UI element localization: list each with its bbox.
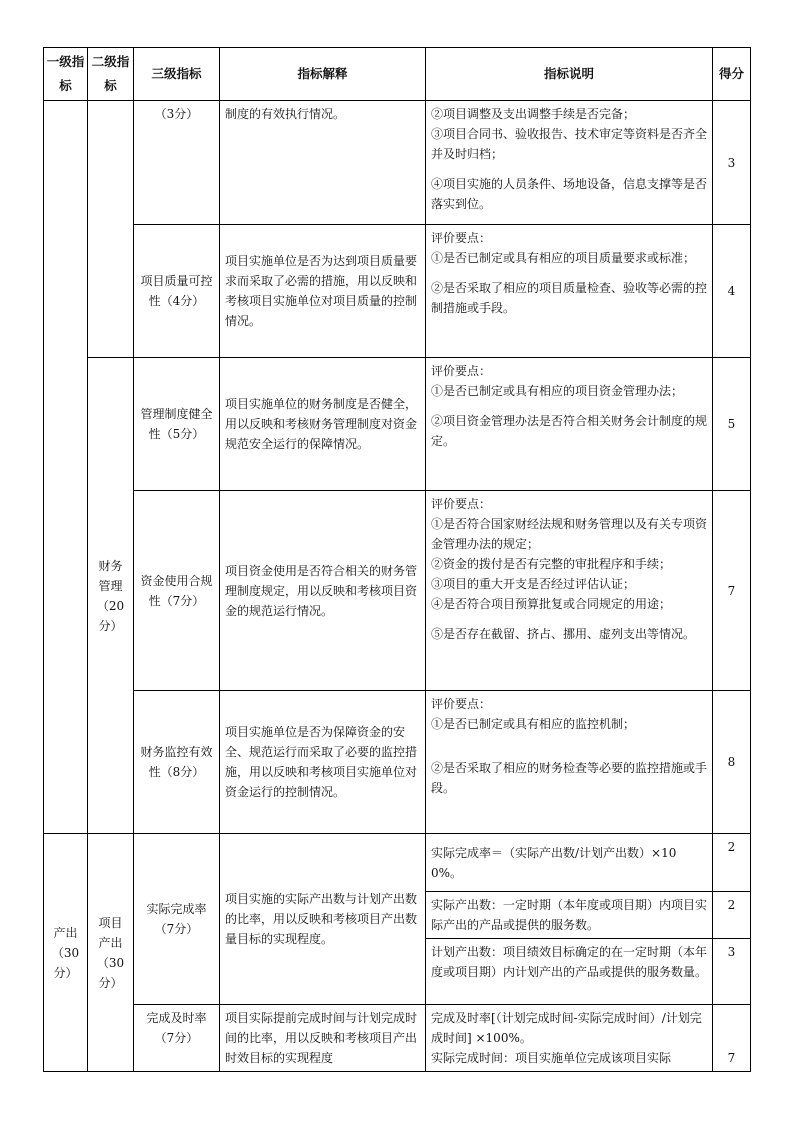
score-cell: 2 bbox=[713, 892, 751, 939]
table-row bbox=[44, 1005, 751, 1072]
description-line: ③项目的重大开支是否经过评估认证； bbox=[431, 577, 636, 591]
explanation-cell: 项目实施的实际产出数与计划产出数的比率，用以反映和考核项目产出数量目标的实现程度。 bbox=[220, 834, 426, 1005]
description-line: ②是否采取了相应的项目质量检查、验收等必需的控制措施或手段。 bbox=[431, 281, 708, 315]
description-cell bbox=[426, 358, 713, 491]
evaluation-table bbox=[43, 47, 751, 1072]
description-cell: 实际完成率＝（实际产出数/计划产出数）×100%。 bbox=[426, 834, 713, 892]
description-line: 评价要点： bbox=[431, 697, 492, 711]
description-line: ①是否符合国家财经法规和财务管理以及有关专项资金管理办法的规定； bbox=[431, 517, 708, 551]
score-cell: 4 bbox=[713, 225, 751, 358]
score-cell: 5 bbox=[713, 358, 751, 491]
description-line: 评价要点： bbox=[431, 231, 492, 245]
description-cell bbox=[426, 691, 713, 834]
level3-cell: 实际完成率（7分） bbox=[134, 834, 220, 1005]
level3-cell: 管理制度健全性（5分） bbox=[134, 358, 220, 491]
explanation-cell: 项目资金使用是否符合相关的财务管理制度规定，用以反映和考核项目资金的规范运行情况。 bbox=[220, 491, 426, 691]
explanation-cell: 项目实施单位是否为保障资金的安全、规范运行而采取了必要的监控措施，用以反映和考核项目实施单位对资金运行的控制情况。 bbox=[220, 691, 426, 834]
description-line: ①是否已制定或具有相应的项目质量要求或标准； bbox=[431, 251, 696, 265]
explanation-cell: 制度的有效执行情况。 bbox=[220, 101, 426, 225]
description-line: ③项目合同书、验收报告、技术审定等资料是否齐全并及时归档； bbox=[431, 127, 708, 161]
description-line: 完成及时率[（计划完成时间-实际完成时间）/计划完成时间] ×100%。 bbox=[431, 1011, 702, 1045]
description-line: ①是否已制定或具有相应的监控机制； bbox=[431, 717, 636, 731]
header-level2: 二级指标 bbox=[88, 48, 134, 101]
level3-cell: 完成及时率（7分） bbox=[134, 1005, 220, 1072]
header-level1: 一级指标 bbox=[44, 48, 88, 101]
explanation-cell: 项目实施单位是否为达到项目质量要求而采取了必需的措施，用以反映和考核项目实施单位对项目质量的控制情况。 bbox=[220, 225, 426, 358]
explanation-cell: 项目实施单位的财务制度是否健全，用以反映和考核财务管理制度对资金规范安全运行的保障情况。 bbox=[220, 358, 426, 491]
level2-cell-empty bbox=[88, 101, 134, 358]
table-row bbox=[44, 225, 751, 358]
score-cell: 7 bbox=[713, 491, 751, 691]
level2-cell: 财务管理（20分） bbox=[88, 358, 134, 834]
description-cell: 实际产出数：一定时期（本年度或项目期）内项目实际产出的产品或提供的服务数。 bbox=[426, 892, 713, 939]
level2-cell: 项目产出（30分） bbox=[88, 834, 134, 1072]
description-line: 评价要点： bbox=[431, 364, 492, 378]
level3-cell: 项目质量可控性（4分） bbox=[134, 225, 220, 358]
description-line: ②是否采取了相应的财务检查等必要的监控措施或手段。 bbox=[431, 761, 708, 795]
explanation-cell: 项目实际提前完成时间与计划完成时间的比率，用以反映和考核项目产出时效目标的实现程度 bbox=[220, 1005, 426, 1072]
header-description: 指标说明 bbox=[426, 48, 713, 101]
header-explanation: 指标解释 bbox=[220, 48, 426, 101]
level1-cell-empty bbox=[44, 101, 88, 834]
description-cell bbox=[426, 225, 713, 358]
description-line: ④项目实施的人员条件、场地设备，信息支撑等是否落实到位。 bbox=[431, 177, 708, 211]
level1-cell: 产出（30分） bbox=[44, 834, 88, 1072]
header-level3: 三级指标 bbox=[134, 48, 220, 101]
table-row bbox=[44, 834, 751, 892]
description-line: 实际完成时间：项目实施单位完成该项目实际 bbox=[431, 1051, 672, 1065]
table-row bbox=[44, 491, 751, 691]
level3-cell: 资金使用合规性（7分） bbox=[134, 491, 220, 691]
score-cell: 3 bbox=[713, 939, 751, 1005]
description-cell bbox=[426, 101, 713, 225]
header-score: 得分 bbox=[713, 48, 751, 101]
header-row bbox=[44, 48, 751, 101]
level3-cell: 财务监控有效性（8分） bbox=[134, 691, 220, 834]
description-line: ⑤是否存在截留、挤占、挪用、虚列支出等情况。 bbox=[431, 627, 696, 641]
description-line: 评价要点： bbox=[431, 497, 492, 511]
description-line: ①是否已制定或具有相应的项目资金管理办法； bbox=[431, 384, 684, 398]
description-cell bbox=[426, 1005, 713, 1072]
score-cell: 3 bbox=[713, 101, 751, 225]
table-row bbox=[44, 691, 751, 834]
description-cell bbox=[426, 491, 713, 691]
score-cell: 8 bbox=[713, 691, 751, 834]
level3-cell: （3分） bbox=[134, 101, 220, 225]
score-cell: 2 bbox=[713, 834, 751, 892]
description-line: ②资金的拨付是否有完整的审批程序和手续； bbox=[431, 557, 672, 571]
table-row bbox=[44, 358, 751, 491]
description-line: ④是否符合项目预算批复或合同规定的用途； bbox=[431, 597, 672, 611]
description-line: ②项目资金管理办法是否符合相关财务会计制度的规定。 bbox=[431, 414, 708, 448]
description-line: ②项目调整及支出调整手续是否完备； bbox=[431, 107, 636, 121]
description-cell: 计划产出数：项目绩效目标确定的在一定时期（本年度或项目期）内计划产出的产品或提供的服务数量。 bbox=[426, 939, 713, 1005]
score-cell: 7 bbox=[713, 1005, 751, 1072]
table-row bbox=[44, 101, 751, 225]
